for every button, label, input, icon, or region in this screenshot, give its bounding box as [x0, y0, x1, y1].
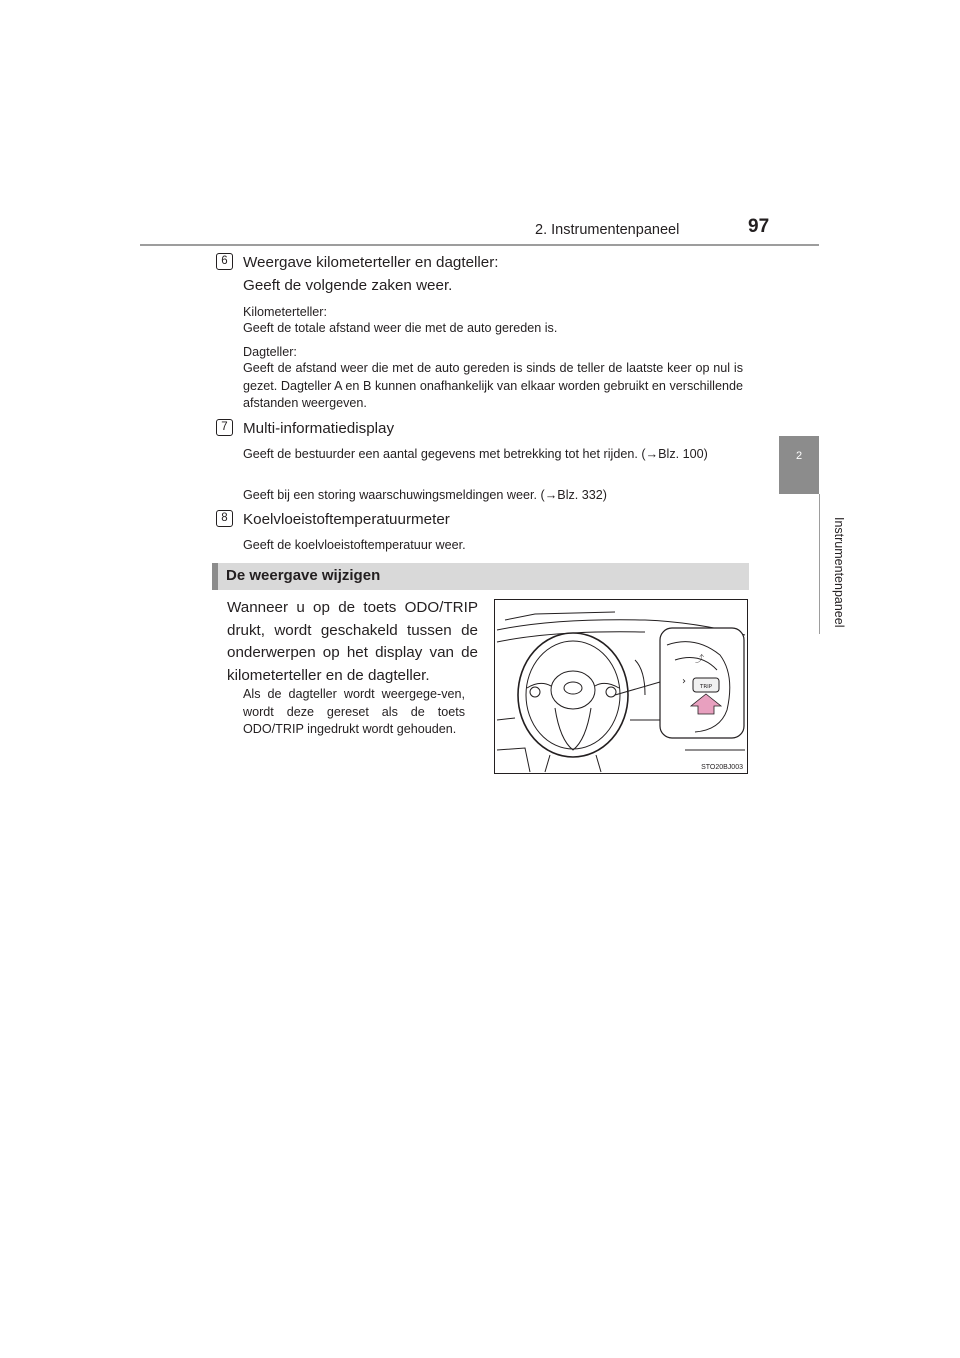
svg-text:⤴: ⤴ [695, 655, 705, 665]
item-badge-7: 7 [216, 419, 233, 436]
item-6-title-line1: Weergave kilometerteller en dagteller: [243, 254, 499, 271]
page-number: 97 [748, 216, 770, 237]
section-title: De weergave wijzigen [226, 567, 381, 584]
trip-button-label: TRIP [700, 684, 713, 690]
item-7-text-1: Geeft de bestuurder een aantal gegevens met betrekking tot het rijden. (→Blz. 100) [243, 447, 708, 461]
chapter-tab [779, 436, 819, 494]
steering-wheel-drawing [495, 600, 747, 773]
item-8-text: Geeft de koelvloeistoftemperatuur weer. [243, 538, 466, 552]
odometer-text: Geeft de totale afstand weer die met de auto gereden is. [243, 321, 558, 335]
section-note: Als de dagteller wordt weergege-ven, wordt deze gereset als de toets ODO/TRIP ingedrukt wordt gehouden. [243, 687, 465, 736]
item-8-title: Koelvloeistoftemperatuurmeter [243, 511, 450, 528]
chapter-number: 2 [795, 450, 803, 462]
item-badge-6: 6 [216, 253, 233, 270]
item-badge-8: 8 [216, 510, 233, 527]
header-rule [140, 244, 819, 246]
item-6-title-line2: Geeft de volgende zaken weer. [243, 277, 453, 294]
tripmeter-text: Geeft de afstand weer die met de auto gereden is sinds de teller de laatste keer op nul is gezet. Dagteller A en B kunnen onafhankelijk van elkaar worden gebruikt en verschillende afstanden weergeven. [243, 361, 743, 410]
tripmeter-label: Dagteller: [243, 345, 297, 359]
section-bar-accent [212, 563, 218, 590]
section-header: 2. Instrumentenpaneel [535, 222, 680, 238]
steering-wheel-illustration [494, 599, 748, 774]
item-7-title: Multi-informatiedisplay [243, 420, 395, 437]
odometer-label: Kilometerteller: [243, 305, 327, 319]
svg-text:›: › [682, 676, 686, 687]
section-main-text: Wanneer u op de toets ODO/TRIP drukt, wordt geschakeld tussen de onderwerpen op het display van de kilometerteller en de dagteller. [227, 599, 478, 684]
chapter-label: Instrumentenpaneel [832, 517, 846, 628]
item-7-text-2: Geeft bij een storing waarschuwingsmeldingen weer. (→Blz. 332) [243, 488, 608, 502]
figure-code: STO20BJ003 [701, 764, 743, 771]
